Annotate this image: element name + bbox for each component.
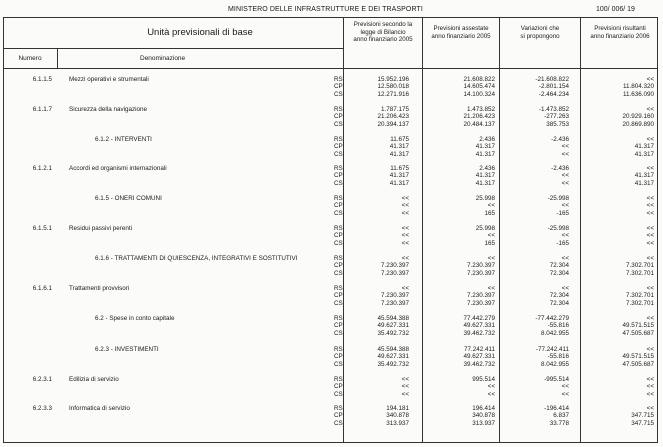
cell-value: << — [646, 346, 654, 353]
row-number: 6.1.1.5 — [32, 76, 52, 83]
cell-value: << — [401, 232, 409, 240]
cell-value: 340.878 — [386, 412, 409, 420]
cell-value: 41.317 — [634, 150, 654, 158]
row-code: RS — [334, 255, 343, 262]
cell-value: 7.230.397 — [380, 299, 409, 307]
cell-value: << — [487, 202, 495, 210]
row-denomination: Residui passivi perenti — [69, 225, 132, 232]
cell-value: -21.608.822 — [535, 76, 569, 83]
row-number: 6.1.6.1 — [32, 285, 52, 292]
cell-value: -2.436 — [551, 165, 569, 172]
row-code: RS — [334, 285, 343, 292]
cell-value: << — [646, 315, 654, 322]
cell-value: 45.594.388 — [377, 315, 409, 322]
column-header-legge-bilancio: Previsioni secondo la legge di Bilancio anno finanziario 2005 — [353, 21, 413, 43]
cell-value: 72.304 — [549, 299, 569, 307]
row-code: CS — [334, 120, 343, 128]
row-values-v3 — [511, 106, 569, 128]
table-row — [3, 165, 658, 195]
cell-value: -277.263 — [544, 113, 569, 121]
cell-value: 72.304 — [549, 262, 569, 270]
cell-value: << — [646, 239, 654, 247]
row-number: 6.1.1.7 — [32, 106, 52, 113]
cell-value: 47.505.687 — [622, 360, 654, 368]
row-values-v3 — [511, 76, 569, 98]
cell-value: << — [561, 150, 569, 158]
cell-value: 7.230.397 — [380, 269, 409, 277]
cell-value: 20.484.137 — [463, 120, 495, 128]
cell-value: << — [561, 179, 569, 187]
row-code: CS — [334, 179, 343, 187]
cell-value: 1.473.852 — [466, 106, 495, 113]
cell-value: 72.304 — [549, 269, 569, 277]
row-values-v1 — [351, 315, 409, 337]
row-number: 6.2.3.3 — [32, 405, 52, 412]
cell-value: 33.778 — [549, 419, 569, 427]
cell-value: << — [487, 383, 495, 391]
row-values-v2 — [437, 136, 495, 158]
cell-value: << — [487, 390, 495, 398]
row-code: RS — [334, 106, 343, 113]
row-denomination: Sicurezza della navigazione — [69, 106, 148, 113]
row-codes — [334, 405, 346, 427]
cell-value: 7.230.397 — [466, 299, 495, 307]
cell-value: 41.317 — [389, 179, 409, 187]
row-codes — [334, 106, 346, 128]
table-row — [3, 346, 658, 376]
cell-value: 72.304 — [549, 292, 569, 300]
row-code: CP — [334, 202, 343, 210]
table-row — [3, 76, 658, 106]
cell-value: -2.464.234 — [538, 90, 569, 98]
divider — [3, 68, 658, 69]
cell-value: << — [646, 165, 654, 172]
row-values-v2 — [437, 195, 495, 217]
table-row — [3, 405, 658, 435]
row-values-v3 — [511, 376, 569, 398]
cell-value: -196.414 — [544, 405, 569, 412]
row-values-v3 — [511, 195, 569, 217]
row-denomination: Mezzi operativi e strumentali — [69, 76, 149, 83]
row-values-v3 — [511, 405, 569, 427]
row-codes — [334, 346, 346, 368]
cell-value: << — [401, 285, 409, 292]
cell-value: 41.317 — [389, 143, 409, 151]
cell-value: << — [401, 225, 409, 232]
row-code: CP — [334, 292, 343, 300]
cell-value: 41.317 — [475, 172, 495, 180]
row-code: RS — [334, 136, 343, 143]
page-header — [0, 4, 663, 16]
cell-value: << — [561, 202, 569, 210]
row-code: CP — [334, 322, 343, 330]
row-values-v3 — [511, 285, 569, 307]
column-header-assestate: Previsioni assestate anno finanziario 2005 — [431, 25, 491, 40]
row-values-v3 — [511, 255, 569, 277]
cell-value: << — [646, 106, 654, 113]
cell-value: << — [401, 202, 409, 210]
column-header-risultanti: Previsioni risultanti anno finanziario 2006 — [590, 25, 650, 40]
cell-value: 49.571.515 — [622, 322, 654, 330]
row-values-v1 — [351, 76, 409, 98]
row-values-v2 — [437, 165, 495, 187]
cell-value: 39.462.732 — [463, 360, 495, 368]
cell-value: << — [487, 232, 495, 240]
cell-value: << — [487, 255, 495, 262]
cell-value: 196.414 — [472, 405, 495, 412]
row-number: 6.2.3.1 — [32, 376, 52, 383]
cell-value: << — [646, 255, 654, 262]
row-values-v3 — [511, 315, 569, 337]
cell-value: << — [646, 383, 654, 391]
table-row — [3, 376, 658, 406]
cell-value: 49.627.331 — [463, 353, 495, 361]
row-values-v2 — [437, 255, 495, 277]
row-code: CP — [334, 412, 343, 420]
cell-value: 41.317 — [634, 143, 654, 151]
row-values-v4 — [596, 136, 654, 158]
cell-value: 2.436 — [479, 165, 495, 172]
row-code: RS — [334, 165, 343, 172]
cell-value: 1.787.175 — [380, 106, 409, 113]
row-denomination: 6.2.3 - INVESTIMENTI — [95, 346, 159, 353]
cell-value: 12.580.018 — [377, 83, 409, 91]
cell-value: 8.042.955 — [540, 360, 569, 368]
row-values-v2 — [437, 376, 495, 398]
cell-value: 77.242.411 — [463, 346, 495, 353]
cell-value: -77.242.411 — [535, 346, 569, 353]
row-codes — [334, 165, 346, 187]
row-values-v4 — [596, 165, 654, 187]
cell-value: 11.675 — [390, 165, 409, 172]
cell-value: 20.869.890 — [622, 120, 654, 128]
row-values-v4 — [596, 405, 654, 427]
row-code: CS — [334, 299, 343, 307]
cell-value: -995.514 — [544, 376, 569, 383]
cell-value: 41.317 — [475, 179, 495, 187]
cell-value: << — [561, 383, 569, 391]
cell-value: 35.492.732 — [377, 329, 409, 337]
cell-value: << — [401, 390, 409, 398]
cell-value: << — [401, 383, 409, 391]
divider — [3, 48, 343, 49]
cell-value: 39.462.732 — [463, 329, 495, 337]
row-code: CS — [334, 360, 343, 368]
row-code: CS — [334, 209, 343, 217]
row-values-v4 — [596, 315, 654, 337]
cell-value: << — [646, 136, 654, 143]
cell-value: 347.715 — [631, 412, 654, 420]
row-codes — [334, 76, 346, 98]
cell-value: 20.929.160 — [622, 113, 654, 121]
cell-value: 995.514 — [472, 376, 495, 383]
row-code: RS — [334, 376, 343, 383]
cell-value: << — [561, 172, 569, 180]
row-code: CP — [334, 383, 343, 391]
cell-value: << — [401, 255, 409, 262]
cell-value: 25.998 — [475, 195, 495, 202]
row-values-v1 — [351, 346, 409, 368]
row-values-v1 — [351, 376, 409, 398]
cell-value: 21.206.423 — [377, 113, 409, 121]
table-row — [3, 136, 658, 166]
cell-value: << — [646, 285, 654, 292]
cell-value: 11.675 — [390, 136, 409, 143]
row-values-v4 — [596, 376, 654, 398]
row-values-v4 — [596, 346, 654, 368]
row-values-v1 — [351, 165, 409, 187]
row-code: CP — [334, 83, 343, 91]
row-denomination: 6.1.6 - TRATTAMENTI DI QUIESCENZA, INTEGRATIVI E SOSTITUTIVI — [95, 255, 298, 262]
row-values-v4 — [596, 195, 654, 217]
table-row — [3, 106, 658, 136]
row-values-v3 — [511, 136, 569, 158]
row-denomination: Trattamenti provvisori — [69, 285, 130, 292]
row-code: CS — [334, 239, 343, 247]
row-code: CP — [334, 113, 343, 121]
row-values-v2 — [437, 315, 495, 337]
cell-value: 41.317 — [475, 150, 495, 158]
row-values-v2 — [437, 285, 495, 307]
cell-value: 14.605.474 — [463, 83, 495, 91]
cell-value: 49.627.331 — [463, 322, 495, 330]
row-values-v1 — [351, 255, 409, 277]
table-row — [3, 285, 658, 315]
row-denomination: Informatica di servizio — [69, 405, 130, 412]
row-values-v2 — [437, 405, 495, 427]
row-codes — [334, 376, 346, 398]
row-values-v4 — [596, 106, 654, 128]
row-number: 6.1.2.1 — [32, 165, 52, 172]
cell-value: 165 — [484, 209, 495, 217]
cell-value: 7.230.397 — [466, 292, 495, 300]
cell-value: 21.608.822 — [463, 76, 495, 83]
row-code: CP — [334, 353, 343, 361]
cell-value: 313.937 — [472, 419, 495, 427]
table-title: Unità previsionali di base — [147, 27, 253, 38]
cell-value: -25.998 — [547, 225, 569, 232]
cell-value: << — [646, 76, 654, 83]
cell-value: 21.206.423 — [463, 113, 495, 121]
cell-value: 41.317 — [389, 150, 409, 158]
cell-value: 14.100.324 — [463, 90, 495, 98]
cell-value: -2.436 — [551, 136, 569, 143]
row-values-v2 — [437, 106, 495, 128]
row-values-v4 — [596, 285, 654, 307]
column-header-numero: Numero — [18, 55, 42, 62]
row-codes — [334, 285, 346, 307]
row-values-v1 — [351, 285, 409, 307]
cell-value: << — [401, 239, 409, 247]
row-values-v2 — [437, 76, 495, 98]
row-code: CP — [334, 262, 343, 270]
cell-value: 35.492.732 — [377, 360, 409, 368]
row-values-v4 — [596, 225, 654, 247]
cell-value: 41.317 — [634, 179, 654, 187]
row-code: CP — [334, 143, 343, 151]
cell-value: 7.230.397 — [380, 262, 409, 270]
row-values-v4 — [596, 76, 654, 98]
cell-value: 20.394.137 — [377, 120, 409, 128]
row-values-v4 — [596, 255, 654, 277]
table-row — [3, 225, 658, 255]
cell-value: << — [646, 232, 654, 240]
cell-value: 347.715 — [631, 419, 654, 427]
page-number: 100/ 006/ 19 — [596, 6, 635, 13]
row-number: 6.1.5.1 — [32, 225, 52, 232]
cell-value: << — [646, 202, 654, 210]
row-code: RS — [334, 405, 343, 412]
cell-value: -55.816 — [547, 353, 569, 361]
cell-value: << — [646, 390, 654, 398]
row-values-v1 — [351, 195, 409, 217]
cell-value: 6.837 — [553, 412, 569, 420]
table-row — [3, 315, 658, 345]
cell-value: << — [561, 143, 569, 151]
cell-value: 340.878 — [472, 412, 495, 420]
cell-value: -25.998 — [547, 195, 569, 202]
row-code: RS — [334, 346, 343, 353]
table-row — [3, 195, 658, 225]
cell-value: 2.436 — [479, 136, 495, 143]
row-values-v1 — [351, 136, 409, 158]
row-codes — [334, 195, 346, 217]
cell-value: 7.230.397 — [380, 292, 409, 300]
cell-value: -165 — [556, 239, 569, 247]
cell-value: 49.571.515 — [622, 353, 654, 361]
row-values-v3 — [511, 346, 569, 368]
row-denomination: Edilizia di servizio — [69, 376, 119, 383]
row-values-v1 — [351, 405, 409, 427]
cell-value: 41.317 — [389, 172, 409, 180]
cell-value: 41.317 — [634, 172, 654, 180]
row-code: CS — [334, 419, 343, 427]
cell-value: << — [646, 376, 654, 383]
cell-value: 41.317 — [475, 143, 495, 151]
row-code: RS — [334, 225, 343, 232]
cell-value: 49.627.331 — [377, 322, 409, 330]
cell-value: << — [401, 376, 409, 383]
cell-value: 47.505.687 — [622, 329, 654, 337]
cell-value: 313.937 — [386, 419, 409, 427]
cell-value: 25.998 — [475, 225, 495, 232]
row-values-v2 — [437, 346, 495, 368]
row-code: CS — [334, 150, 343, 158]
cell-value: 49.627.331 — [377, 353, 409, 361]
cell-value: 7.302.701 — [625, 262, 654, 270]
column-header-variazioni: Variazioni che si propongono — [520, 25, 560, 40]
row-code: CS — [334, 90, 343, 98]
row-code: CS — [334, 329, 343, 337]
cell-value: << — [561, 285, 569, 292]
row-denomination: 6.1.2 - INTERVENTI — [95, 136, 152, 143]
cell-value: 8.042.955 — [540, 329, 569, 337]
cell-value: << — [646, 195, 654, 202]
cell-value: -2.801.154 — [538, 83, 569, 91]
cell-value: << — [561, 390, 569, 398]
cell-value: << — [401, 209, 409, 217]
row-code: RS — [334, 76, 343, 83]
cell-value: 385.753 — [546, 120, 569, 128]
row-codes — [334, 225, 346, 247]
cell-value: 7.302.701 — [625, 299, 654, 307]
cell-value: << — [487, 285, 495, 292]
row-values-v3 — [511, 225, 569, 247]
row-code: CP — [334, 172, 343, 180]
cell-value: << — [561, 232, 569, 240]
divider — [57, 48, 58, 68]
cell-value: 7.302.701 — [625, 269, 654, 277]
table-row — [3, 255, 658, 285]
cell-value: -1.473.852 — [538, 106, 569, 113]
cell-value: 45.594.388 — [377, 346, 409, 353]
cell-value: << — [646, 225, 654, 232]
cell-value: << — [646, 405, 654, 412]
cell-value: << — [561, 255, 569, 262]
cell-value: 194.181 — [386, 405, 409, 412]
cell-value: << — [646, 209, 654, 217]
cell-value: 77.442.279 — [463, 315, 495, 322]
row-values-v2 — [437, 225, 495, 247]
cell-value: 15.952.196 — [377, 76, 409, 83]
row-code: RS — [334, 315, 343, 322]
cell-value: << — [401, 195, 409, 202]
row-denomination: 6.1.5 - ONERI COMUNI — [95, 195, 162, 202]
row-denomination: 6.2 - Spese in conto capitale — [95, 315, 175, 322]
cell-value: -55.816 — [547, 322, 569, 330]
cell-value: 7.230.397 — [466, 269, 495, 277]
cell-value: 7.302.701 — [625, 292, 654, 300]
row-values-v1 — [351, 225, 409, 247]
cell-value: 11.636.090 — [622, 90, 654, 98]
row-codes — [334, 136, 346, 158]
cell-value: 11.804.320 — [622, 83, 654, 91]
row-values-v3 — [511, 165, 569, 187]
cell-value: 7.230.397 — [466, 262, 495, 270]
row-code: RS — [334, 195, 343, 202]
row-code: CS — [334, 390, 343, 398]
row-code: CS — [334, 269, 343, 277]
row-values-v1 — [351, 106, 409, 128]
cell-value: -165 — [556, 209, 569, 217]
row-denomination: Accordi ed organismi internazionali — [69, 165, 167, 172]
column-header-denominazione: Denominazione — [140, 55, 186, 62]
row-code: CP — [334, 232, 343, 240]
cell-value: -77.442.279 — [535, 315, 569, 322]
ministry-title: MINISTERO DELLE INFRASTRUTTURE E DEI TRASPORTI — [228, 6, 423, 13]
cell-value: 165 — [484, 239, 495, 247]
row-codes — [334, 315, 346, 337]
row-codes — [334, 255, 346, 277]
cell-value: 12.271.916 — [377, 90, 409, 98]
